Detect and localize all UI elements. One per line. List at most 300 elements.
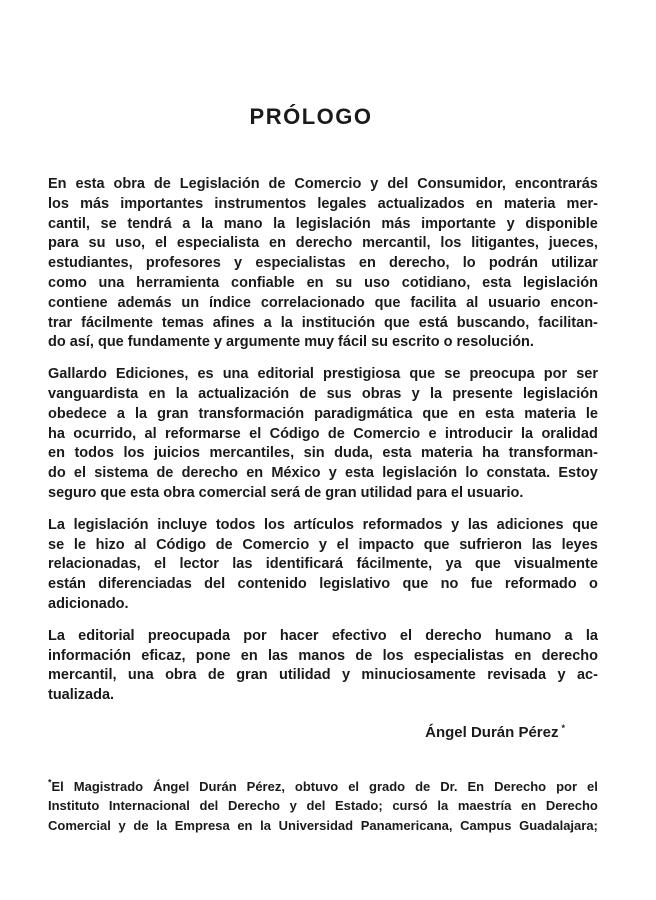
word: que [409, 366, 436, 383]
word: del [306, 798, 326, 814]
word: en [521, 798, 537, 814]
word: la [280, 314, 293, 331]
word: La [48, 627, 65, 644]
word: Internacional [108, 798, 190, 814]
word: especialista [176, 235, 260, 252]
word: relacionadas, [48, 556, 141, 573]
text-line [48, 365, 598, 385]
text-line [48, 175, 598, 195]
text-line [48, 294, 598, 314]
word: legislación [523, 385, 598, 402]
word: herramienta [136, 274, 220, 291]
word: se [444, 366, 461, 383]
word: o [589, 576, 598, 593]
word: sufrieron [459, 536, 523, 553]
word: las [267, 647, 289, 664]
word: cotidiano, [401, 274, 471, 291]
word: y [411, 385, 420, 402]
word: las [531, 536, 552, 553]
word: del [204, 576, 226, 593]
word: en [269, 235, 286, 252]
word: las [467, 516, 488, 533]
word: incluye [157, 516, 208, 533]
text-line [48, 777, 598, 797]
word: como [48, 274, 87, 291]
word: en [48, 445, 65, 462]
word: temas [161, 314, 204, 331]
word: además [117, 294, 172, 311]
word: al [144, 425, 157, 442]
word: mer- [566, 195, 598, 212]
word: derecho [541, 647, 598, 664]
word: Código [269, 425, 320, 442]
word: Universidad [278, 817, 354, 833]
word: la [520, 425, 534, 442]
word: en [358, 255, 376, 272]
word: disponible [525, 215, 598, 232]
word: por [556, 778, 578, 794]
word: que [422, 405, 449, 422]
word: que [572, 516, 598, 533]
word: y [289, 798, 297, 814]
word: mano [223, 215, 263, 232]
word: la [429, 385, 443, 402]
text-line [48, 234, 598, 254]
word: los [48, 195, 69, 212]
word: visualmente [514, 556, 598, 573]
text-line [48, 536, 598, 556]
word: confiable [231, 274, 295, 291]
word: usuario [488, 294, 541, 311]
word: de [415, 778, 431, 794]
word: *El [48, 777, 64, 794]
word: fácilmente [81, 314, 153, 331]
word: más [381, 215, 411, 232]
word: ser [576, 366, 598, 383]
word: importante [421, 215, 496, 232]
word: del [387, 176, 409, 192]
word: obra [165, 667, 197, 684]
word: profesores [145, 255, 221, 272]
word: Derecho [545, 798, 598, 814]
word: de [153, 176, 171, 192]
text-line [48, 464, 598, 484]
word: y [341, 667, 351, 684]
word: cursó [392, 798, 428, 814]
word: y [118, 817, 126, 833]
word: contiene [48, 294, 108, 311]
word: prestigiosa [323, 366, 401, 383]
word: a [263, 314, 272, 331]
word: fácilmente, [356, 556, 433, 573]
word: gran [236, 667, 268, 684]
text-line [48, 796, 598, 816]
word: le [73, 536, 86, 553]
word: está [418, 314, 448, 331]
word: a [564, 627, 573, 644]
word: paradigmática [314, 405, 413, 422]
word: materia [420, 445, 473, 462]
word: derecho [425, 627, 482, 644]
word: reformado [504, 576, 577, 593]
word: y [370, 176, 379, 192]
word: su [335, 274, 353, 291]
word: por [543, 366, 568, 383]
word: utilidad [279, 667, 331, 684]
word: las [232, 556, 253, 573]
word: los [382, 647, 404, 664]
footnote-marker: * [48, 777, 52, 788]
word: Comercio [353, 425, 421, 442]
word: presente [452, 385, 513, 402]
word: en [240, 647, 258, 664]
text-line [48, 314, 598, 334]
word: más [80, 195, 110, 212]
text-line [48, 405, 598, 425]
word: Consumidor, [417, 176, 506, 192]
word: buscando, [456, 314, 530, 331]
word: al [466, 294, 479, 311]
text-line [48, 195, 598, 215]
word: que [374, 294, 401, 311]
word: los [263, 516, 285, 533]
word: todos [215, 516, 256, 533]
word: Guadalajara; [519, 817, 598, 833]
word: lo [465, 465, 479, 482]
word: utilizar [551, 255, 598, 272]
word: lector [179, 556, 219, 573]
word: hacer [279, 627, 319, 644]
word: legislación [382, 465, 458, 482]
word: facilitan- [538, 314, 598, 331]
word: esta [482, 274, 512, 291]
word: artículos [293, 516, 354, 533]
word: Comercio [242, 536, 310, 553]
word: el [249, 425, 262, 442]
word: materia [524, 405, 576, 422]
word: todos [74, 445, 114, 462]
word: le [585, 405, 598, 422]
word: contenido [237, 576, 307, 593]
word: Legislación [179, 176, 260, 192]
text-line: seguro que esta obra comercial será de gran utilidad para el usuario. [48, 484, 524, 501]
word: en [148, 385, 166, 402]
word: y [234, 255, 243, 272]
word: el [348, 778, 360, 794]
word: de [355, 647, 373, 664]
word: hizo [95, 536, 125, 553]
word: esta [75, 176, 105, 192]
word: Comercio [294, 176, 362, 192]
word: a [116, 405, 125, 422]
word: mercantiles, [209, 445, 295, 462]
word: legislación [523, 274, 598, 291]
word: ocurrido, [73, 425, 137, 442]
word: el [73, 465, 87, 482]
word: de [215, 536, 233, 553]
word: sus [326, 385, 352, 402]
word: que [423, 536, 450, 553]
word: Empresa [174, 817, 230, 833]
word: uso, [115, 235, 146, 252]
text-line [48, 627, 598, 647]
word: México [271, 465, 321, 482]
word: transforman- [508, 445, 598, 462]
word: Código [156, 536, 207, 553]
word: Ediciones, [115, 366, 189, 383]
word: actualización [198, 385, 290, 402]
word: a [182, 215, 191, 232]
word: se [100, 215, 117, 232]
word: preocupa [469, 366, 535, 383]
word: la [134, 405, 148, 422]
word: y [318, 536, 327, 553]
word: actualizados [377, 195, 465, 212]
word: materia [503, 195, 556, 212]
word: esta [382, 445, 412, 462]
word: La [48, 516, 65, 533]
word: transformación [198, 405, 305, 422]
word: la [260, 817, 271, 833]
word: adiciones [496, 516, 564, 533]
word: preocupada [147, 627, 231, 644]
word: se [48, 536, 65, 553]
word: por [243, 627, 267, 644]
word: derecho, [389, 255, 450, 272]
word: Durán [199, 778, 237, 794]
footnote [48, 777, 598, 836]
word: en [306, 274, 324, 291]
word: el [586, 778, 598, 794]
word: e [428, 425, 437, 442]
word: En [48, 176, 67, 192]
word: una [127, 667, 154, 684]
word: una [222, 366, 249, 383]
word: del [199, 798, 219, 814]
word: de [133, 817, 149, 833]
word: introducir [444, 425, 513, 442]
text-line [48, 647, 598, 667]
text-line [48, 254, 598, 274]
word: la [201, 215, 214, 232]
word: minuciosamente [361, 667, 476, 684]
text-line: adicionado. [48, 595, 129, 612]
word: vanguardista [48, 385, 139, 402]
word: Campus [460, 817, 512, 833]
text-line [48, 444, 598, 464]
word: oralidad [541, 425, 598, 442]
word: reformarse [164, 425, 241, 442]
word: obtuvo [294, 778, 339, 794]
word: lo [462, 255, 476, 272]
word: su [88, 235, 106, 252]
word: pone [195, 647, 231, 664]
word: y [557, 667, 566, 684]
word: no [440, 576, 459, 593]
word: el [154, 235, 168, 252]
word: maestría [457, 798, 512, 814]
word: la [175, 385, 188, 402]
word: en [475, 195, 493, 212]
word: obra [113, 176, 145, 192]
word: correlacionado [260, 294, 365, 311]
word: especialistas [255, 255, 346, 272]
paragraph [48, 516, 598, 615]
word: Derecho [494, 778, 547, 794]
word: fue [470, 576, 493, 593]
word: en [458, 405, 476, 422]
word: índice [209, 294, 251, 311]
word: en [237, 817, 253, 833]
word: de [327, 425, 345, 442]
word: información [48, 647, 131, 664]
text-line [48, 385, 598, 405]
word: al [134, 536, 147, 553]
word: que [402, 576, 429, 593]
word: diferenciadas [98, 576, 192, 593]
word: leyes [561, 536, 598, 553]
word: Derecho [227, 798, 280, 814]
word: afines [212, 314, 255, 331]
word: ac- [576, 667, 598, 684]
word: sin [303, 445, 325, 462]
word: editorial [257, 366, 314, 383]
word: Ángel [153, 778, 190, 794]
text-line [48, 816, 598, 836]
word: de [156, 465, 174, 482]
author-name: Ángel Durán Pérez [425, 723, 559, 741]
word: un [181, 294, 200, 311]
word: mercantil, [362, 235, 431, 252]
word: constata. [486, 465, 551, 482]
word: mercantil, [48, 667, 117, 684]
text-line [48, 666, 598, 686]
word: sistema [94, 465, 149, 482]
word: impacto [358, 536, 415, 553]
word: identificará [265, 556, 344, 573]
word: ha [482, 445, 500, 462]
word: institución [301, 314, 376, 331]
word: ya [445, 556, 462, 573]
word: legislación [295, 215, 371, 232]
paragraph [48, 627, 598, 706]
page-title: PRÓLOGO [249, 104, 373, 129]
word: Panamericana, [360, 817, 453, 833]
text-line [48, 575, 598, 595]
word: litigantes, [471, 235, 539, 252]
word: legales [317, 195, 367, 212]
word: el [336, 536, 349, 553]
text-line: tualizada. [48, 687, 115, 704]
word: manos [298, 647, 346, 664]
author-signature [48, 723, 598, 741]
word: obedece [48, 405, 107, 422]
word: Comercial [48, 817, 111, 833]
word: Instituto [48, 798, 100, 814]
word: jueces, [548, 235, 598, 252]
word: de [299, 385, 317, 402]
text-line [48, 555, 598, 575]
word: el [154, 556, 167, 573]
word: Pérez, [246, 778, 285, 794]
word: esta [344, 465, 374, 482]
word: ha [48, 425, 65, 442]
word: los [440, 235, 462, 252]
word: Dr. [440, 778, 458, 794]
word: estudiantes, [48, 255, 133, 272]
word: uso [364, 274, 390, 291]
word: en [514, 647, 532, 664]
word: gran [157, 405, 189, 422]
word: el [399, 627, 412, 644]
word: facilita [410, 294, 457, 311]
word: trar [48, 314, 73, 331]
word: duda, [334, 445, 373, 462]
word: cantil, [48, 215, 90, 232]
word: humano [494, 627, 552, 644]
text-line [48, 215, 598, 235]
word: en [246, 465, 264, 482]
paragraph [48, 175, 598, 353]
word: esta [485, 405, 515, 422]
word: que [475, 556, 501, 573]
word: la [156, 817, 168, 833]
word: encontrarás [514, 176, 598, 192]
text-line [48, 274, 598, 294]
word: que [384, 314, 410, 331]
word: legislativo [319, 576, 391, 593]
prologue-body [48, 175, 598, 706]
word: grado [369, 778, 406, 794]
word: de [207, 667, 225, 684]
word: efectivo [331, 627, 387, 644]
text-line [48, 516, 598, 536]
word: una [98, 274, 125, 291]
word: y [451, 516, 460, 533]
word: y [506, 215, 515, 232]
word: y [328, 465, 337, 482]
word: Gallardo [48, 366, 107, 383]
word: Estado; [334, 798, 383, 814]
word: Estoy [558, 465, 598, 482]
word: de [268, 176, 286, 192]
word: encon- [550, 294, 598, 311]
word: especialistas [413, 647, 505, 664]
text-line [48, 425, 598, 445]
word: podrán [488, 255, 538, 272]
word: obras [361, 385, 402, 402]
word: eficaz, [141, 647, 186, 664]
word: tendrá [127, 215, 172, 232]
word: la [273, 215, 286, 232]
paragraph [48, 365, 598, 504]
word: En [467, 778, 485, 794]
word: editorial [78, 627, 135, 644]
word: la [437, 798, 449, 814]
word: derecho [181, 465, 238, 482]
word: reformados [362, 516, 443, 533]
word: importantes [120, 195, 204, 212]
word: derecho [295, 235, 353, 252]
word: Magistrado [73, 778, 144, 794]
word: los [123, 445, 145, 462]
word: es [197, 366, 214, 383]
word: juicios [153, 445, 200, 462]
word: para [48, 235, 79, 252]
word: legislación [73, 516, 149, 533]
word: do [48, 465, 66, 482]
word: la [585, 627, 598, 644]
